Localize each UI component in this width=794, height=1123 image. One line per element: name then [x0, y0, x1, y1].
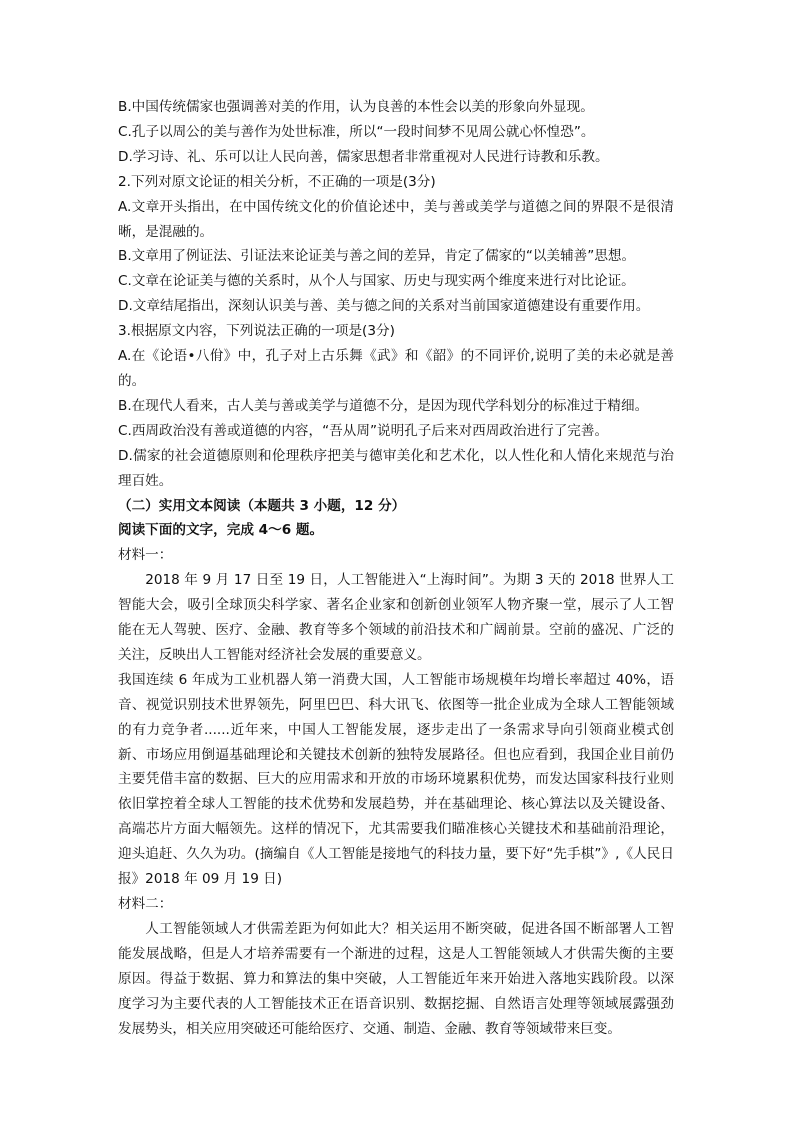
page-content [118, 95, 674, 1041]
q3-option-a: A.在《论语•八佾》中，孔子对上古乐舞《武》和《韶》的不同评价,说明了美的未必就是善的。 [118, 348, 674, 389]
q2-stem: 2.下列对原文论证的相关分析，不正确的一项是(3分) [118, 173, 436, 190]
q3-option-d: D.儒家的社会道德原则和伦理秩序把美与德审美化和艺术化，以人性化和人情化来规范与治理百姓。 [118, 447, 674, 489]
q2-option-a: A.文章开头指出，在中国传统文化的价值论述中，美与善或美学与道德之间的界限不是很清晰，是混融的。 [118, 198, 674, 240]
q1-option-c: C.孔子以周公的美与善作为处世标准，所以“一段时间梦不见周公就心怀惶恐”。 [118, 123, 595, 140]
q3-option-c: C.西周政治没有善或道德的内容，“吾从周”说明孔子后来对西周政治进行了完善。 [118, 422, 609, 439]
material1-label: 材料一： [118, 547, 173, 564]
material1-paragraph-2: 我国连续 6 年成为工业机器人第一消费大国，人工智能市场规模年均增长率超过 40%，语音、视觉识别技术世界领先，阿里巴巴、科大讯飞、依图等一批企业成为全球人工智能领域的有力竞争者......近年来，中国人工智能发展，逐步走出了一条需求导向引领商业模式创新、市场应用倒逼基础理论和关键技术创新的独特发展路径。但也应看到，我国企业目前仍主要凭借丰富的数据、巨大的应用需求和开放的市场环境累积优势，而发达国家科技行业则依旧掌控着全球人工智能的技术优势和发展趋势，并在基础理论、核心算法以及关键设备、高端芯片方面大幅领先。这样的情况下，尤其需要我们瞄准核心关键技术和基础前沿理论，迎头追赶、久久为功。(摘编自《人工智能是接地气的科技力量，要下好“先手棋”》,《人民日报》2018 年 09 月 19 日) [118, 671, 674, 888]
q3-option-b: B.在现代人看来，古人美与善或美学与道德不分，是因为现代学科划分的标准过于精细。 [118, 397, 649, 414]
q3-stem: 3.根据原文内容，下列说法正确的一项是(3分) [118, 323, 395, 340]
section2-instruction: 阅读下面的文字，完成 4～6 题。 [118, 522, 324, 539]
section2-title: （二）实用文本阅读（本题共 3 小题，12 分） [118, 497, 406, 514]
q1-option-b: B.中国传统儒家也强调善对美的作用，认为良善的本性会以美的形象向外显现。 [118, 99, 594, 115]
material2-label: 材料二： [118, 896, 173, 912]
q2-option-d: D.文章结尾指出，深刻认识美与善、美与德之间的关系对当前国家道德建设有重要作用。 [118, 298, 650, 315]
q1-option-d: D.学习诗、礼、乐可以让人民向善，儒家思想者非常重视对人民进行诗教和乐教。 [118, 148, 609, 165]
q2-option-b: B.文章用了例证法、引证法来论证美与善之间的差异，肯定了儒家的“以美辅善”思想。 [118, 248, 636, 265]
q2-option-c: C.文章在论证美与德的关系时，从个人与国家、历史与现实两个维度来进行对比论证。 [118, 273, 635, 290]
material2-paragraph-1: 人工智能领域人才供需差距为何如此大？相关运用不断突破，促进各国不断部署人工智能发展战略，但是人才培养需要有一个渐进的过程，这是人工智能领域人才供需失衡的主要原因。得益于数据、算力和算法的集中突破，人工智能近年来开始进入落地实践阶段。以深度学习为主要代表的人工智能技术正在语音识别、数据挖掘、自然语言处理等领域展露强劲发展势头，相关应用突破还可能给医疗、交通、制造、金融、教育等领域带来巨变。 [118, 920, 674, 1037]
material1-paragraph-1: 2018 年 9 月 17 日至 19 日，人工智能进入“上海时间”。为期 3 天的 2018 世界人工智能大会，吸引全球顶尖科学家、著名企业家和创新创业领军人物齐聚一堂，展示了人工智能在无人驾驶、医疗、金融、教育等多个领域的前沿技术和广阔前景。空前的盛况、广泛的关注，反映出人工智能对经济社会发展的重要意义。 [118, 572, 674, 663]
